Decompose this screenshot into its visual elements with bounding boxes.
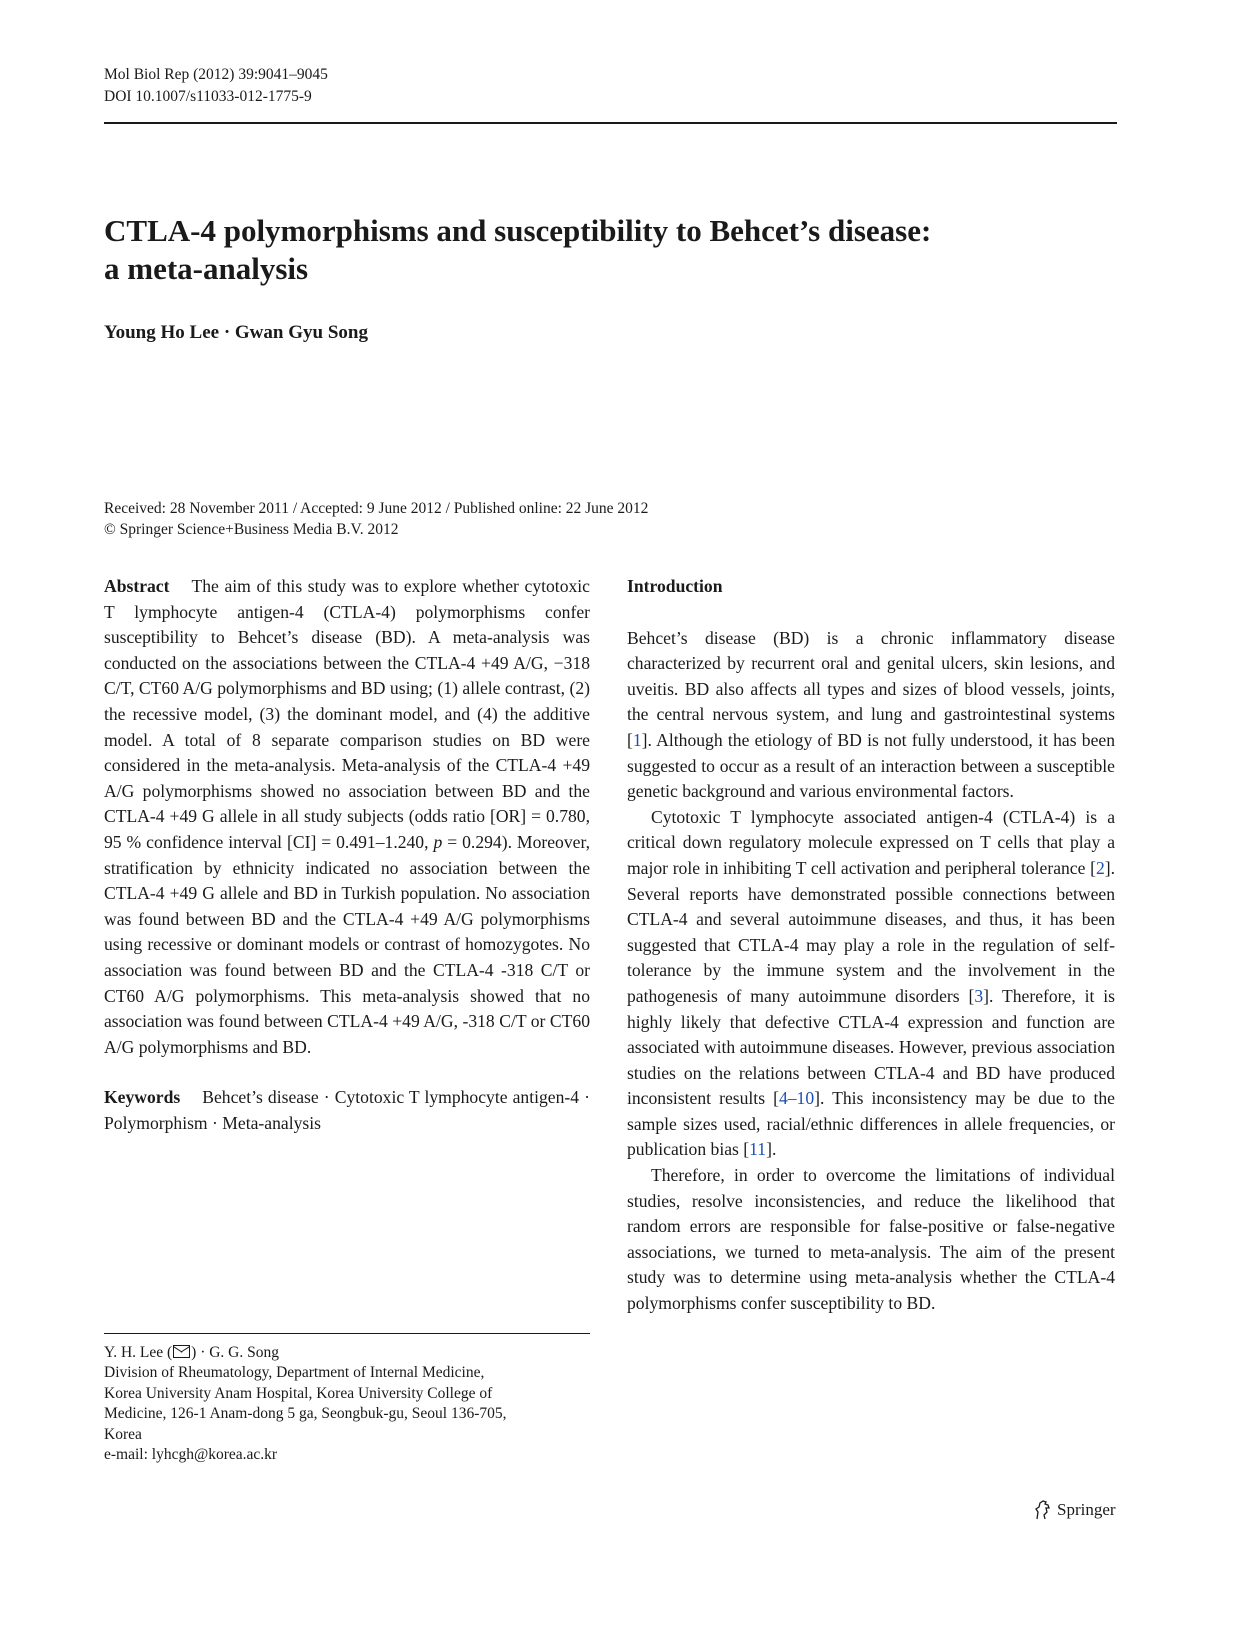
corresponding-authors: Y. H. Lee ( ) · G. G. Song xyxy=(104,1344,279,1361)
keywords-label: Keywords xyxy=(104,1087,181,1108)
abstract-paragraph xyxy=(104,574,590,1060)
intro-paragraph-3: Therefore, in order to overcome the limitations of individual studies, resolve inconsistencies, and reduce the likelihood that random errors are responsible for false-positive or false-negative associations, we turned to meta-analysis. The aim of the present study was to determine using meta-analysis whether the CTLA-4 polymorphisms confer susceptibility to BD. xyxy=(627,1165,1115,1314)
envelope-icon xyxy=(173,1345,190,1358)
keywords-text: Behcet’s disease · Cytotoxic T lymphocyte antigen-4 · Polymorphism · Meta-analysis xyxy=(104,1087,590,1133)
publisher-logo xyxy=(1034,1500,1116,1520)
right-column xyxy=(627,574,1115,1317)
author-affiliation xyxy=(104,1343,590,1465)
history-dates: Received: 28 November 2011 / Accepted: 9 June 2012 / Published online: 22 June 2012 xyxy=(104,500,649,517)
abstract-text-continued: = 0.294). Moreover, stratification by ethnicity indicated no association between the CTLA-4 +49 G allele and BD in Turkish population. No association was found between BD and the CTLA-4 +49 A/G polymorphisms using recessive or dominant models or contrast of homozygotes. No association was found between BD and the CTLA-4 -318 C/T or CT60 A/G polymorphisms. This meta-analysis showed that no association was found between CTLA-4 +49 A/G, -318 C/T or CT60 A/G polymorphisms and BD. xyxy=(104,831,590,1057)
intro-paragraph-1: Behcet’s disease (BD) is a chronic inflammatory disease characterized by recurrent oral and genital ulcers, skin lesions, and uveitis. BD also affects all types and sizes of blood vessels, joints, the central nervous system, and lung and gastrointestinal systems [1]. Although the etiology of BD is not fully understood, it has been suggested to occur as a result of an interaction between a susceptible genetic background and various environmental factors. xyxy=(627,627,1115,802)
article-title-line-1: CTLA-4 polymorphisms and susceptibility to Behcet’s disease: xyxy=(104,213,932,248)
abstract-label: Abstract xyxy=(104,576,170,596)
article-title-line-2: a meta-analysis xyxy=(104,251,309,286)
header-divider xyxy=(104,122,1117,124)
intro-paragraph-2: Cytotoxic T lymphocyte associated antigen-4 (CTLA-4) is a critical down regulatory molecule expressed on T cells that play a major role in inhibiting T cell activation and peripheral tolerance [2]. Several reports have demonstrated possible connections between CTLA-4 and several autoimmune diseases, and thus, it has been suggested that CTLA-4 may play a role in the regulation of self-tolerance by the immune system and the involvement in the pathogenesis of many autoimmune disorders [3]. Therefore, it is highly likely that defective CTLA-4 expression and function are associated with autoimmune diseases. However, previous association studies on the relations between CTLA-4 and BD have produced inconsistent results [4–10]. This inconsistency may be due to the sample sizes used, racial/ethnic differences in allele frequencies, or publication bias [11]. xyxy=(627,806,1115,1160)
journal-doi: DOI 10.1007/s11033-012-1775-9 xyxy=(104,88,312,105)
reference-link-2[interactable]: 2 xyxy=(1095,857,1105,878)
p-value-symbol: p xyxy=(433,831,443,852)
reference-link-1[interactable]: 1 xyxy=(632,729,642,750)
left-column xyxy=(104,574,590,1136)
journal-citation: Mol Biol Rep (2012) 39:9041–9045 xyxy=(104,66,328,83)
keywords-paragraph xyxy=(104,1085,590,1136)
footnote-divider xyxy=(104,1333,590,1334)
copyright-line: © Springer Science+Business Media B.V. 2012 xyxy=(104,521,399,538)
author-email: e-mail: lyhcgh@korea.ac.kr xyxy=(104,1446,278,1464)
reference-link-11[interactable]: 11 xyxy=(749,1139,767,1160)
springer-horse-icon xyxy=(1034,1500,1052,1520)
publication-history xyxy=(104,498,648,540)
affiliation-line-2: Korea University Anam Hospital, Korea University College of xyxy=(104,1384,493,1402)
introduction-heading: Introduction xyxy=(627,576,723,596)
reference-link-4-10[interactable]: 4–10 xyxy=(778,1088,815,1109)
affiliation-line-1: Division of Rheumatology, Department of Internal Medicine, xyxy=(104,1364,485,1382)
publisher-name: Springer xyxy=(1057,1500,1116,1519)
article-title xyxy=(104,212,1117,288)
affiliation-line-4: Korea xyxy=(104,1425,142,1443)
abstract-text: The aim of this study was to explore whether cytotoxic T lymphocyte antigen-4 (CTLA-4) polymorphisms confer susceptibility to Behcet’s disease (BD). A meta-analysis was conducted on the associations between the CTLA-4 +49 A/G, −318 C/T, CT60 A/G polymorphisms and BD using; (1) allele contrast, (2) the recessive model, (3) the dominant model, and (4) the additive model. A total of 8 separate comparison studies on BD were considered in the meta-analysis. Meta-analysis of the CTLA-4 +49 A/G polymorphisms showed no association between BD and the CTLA-4 +49 G allele in all study subjects (odds ratio [OR] = 0.780, 95 % confidence interval [CI] = 0.491–1.240, xyxy=(104,576,590,852)
reference-link-3[interactable]: 3 xyxy=(974,985,984,1006)
affiliation-line-3: Medicine, 126-1 Anam-dong 5 ga, Seongbuk-gu, Seoul 136-705, xyxy=(104,1405,507,1423)
journal-header xyxy=(104,64,328,108)
author-list: Young Ho Lee · Gwan Gyu Song xyxy=(104,322,368,343)
